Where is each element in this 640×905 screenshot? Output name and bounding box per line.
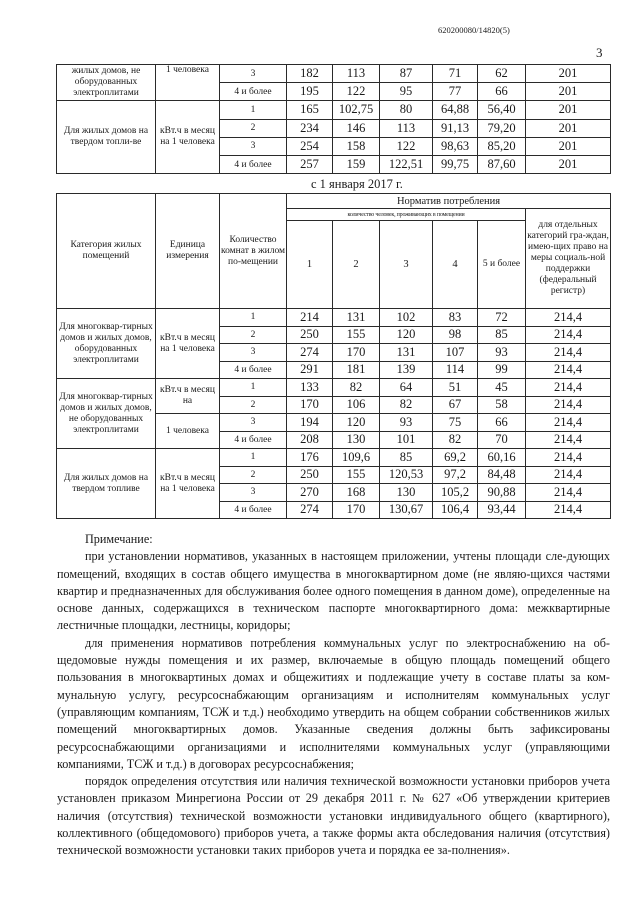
header-row [57,194,611,209]
note-paragraph: при установлении нормативов, указанных в настоящем приложении, учтены площади сле-дующих помещений, входящих в состав общего имущества в многоквартирном доме (не являю-щихся частями квартир и предназначенных для обслуживания более одного помещения в данном доме), определенные на основе данных, содержащихся в техническом паспорте многоквартирного дома: межквартирные лестничные площадки, лестницы, коридоры; [57,549,610,633]
value-cell: 208 [287,431,333,449]
value-cell: 214,4 [526,344,611,362]
value-cell: 82 [333,379,380,397]
rooms-cell: 2 [220,119,287,137]
value-cell: 250 [287,326,333,344]
value-cell: 75 [433,414,478,432]
header-persons-1: 1 [287,221,333,309]
value-cell: 214,4 [526,414,611,432]
value-cell: 64 [380,379,433,397]
value-cell: 130 [380,484,433,502]
value-cell: 72 [478,309,526,327]
value-cell: 130 [333,431,380,449]
value-cell: 91,13 [433,119,478,137]
value-cell: 87 [380,65,433,83]
value-cell: 122 [380,137,433,155]
rooms-cell: 4 и более [220,361,287,379]
value-cell: 102 [380,309,433,327]
value-cell: 93,44 [478,501,526,519]
rooms-cell: 4 и более [220,431,287,449]
unit-cell: кВт.ч в месяц на 1 человека [156,449,220,519]
value-cell: 250 [287,466,333,484]
category-cell: Для жилых домов на твердом топли-ве [57,101,156,174]
value-cell: 101 [380,431,433,449]
value-cell: 80 [380,101,433,119]
header-norm: Норматив потребления [287,194,611,209]
header-persons-group: количество человек, проживающих в помещении [287,209,526,221]
value-cell: 176 [287,449,333,467]
value-cell: 85 [478,326,526,344]
value-cell: 60,16 [478,449,526,467]
unit-cell: кВт.ч в месяц на 1 человека [156,309,220,379]
value-cell: 214,4 [526,431,611,449]
value-cell: 82 [380,396,433,414]
table-row [57,379,611,397]
value-cell: 131 [333,309,380,327]
value-cell: 102,75 [333,101,380,119]
value-cell: 85 [380,449,433,467]
value-cell: 201 [526,101,611,119]
value-cell: 214,4 [526,501,611,519]
value-cell: 106,4 [433,501,478,519]
value-cell: 64,88 [433,101,478,119]
value-cell: 122,51 [380,155,433,173]
norms-table-2017 [56,193,611,519]
value-cell: 79,20 [478,119,526,137]
value-cell: 165 [287,101,333,119]
value-cell: 93 [478,344,526,362]
table-row [57,309,611,327]
value-cell: 181 [333,361,380,379]
value-cell: 201 [526,65,611,83]
value-cell: 214,4 [526,326,611,344]
value-cell: 90,88 [478,484,526,502]
header-persons-3: 3 [380,221,433,309]
note-paragraph: порядок определения отсутствия или наличия технической возможности установки приборов учета установлен приказом Минрегиона России от 29 декабря 2011 г. № 627 «Об утверждении критериев наличия (отсутствия) технической возможности установки индивидуального общего (квартирного), коллективного (общедомового) приборов учета, а также формы акта обследования наличия (отсутствия) технической возможности установки таких приборов учета и порядка ее за-полнения». [57,774,610,858]
value-cell: 274 [287,501,333,519]
value-cell: 56,40 [478,101,526,119]
value-cell: 97,2 [433,466,478,484]
note-paragraph: для применения нормативов потребления коммунальных услуг по электроснабжению на об-щедомовые нужды помещения и их размер, включаемые в общую площадь помещений общего пользования в многоквартиных домах и общежитиях и подлежащие учету в составе платы за ком-мунальную услугу, ресурсоснабжающим организациям и исполнителям коммунальных услуг (управляющим компаниям, ТСЖ и т.д.) необходимо утвердить на общем собрании собственников жилых помещений многоквартирных домов. Указанные сведения должны быть зафиксированы ресурсоснабжающими организациями и исполнителями коммунальных услуг (управляющими компаниями, ТСЖ и т.д.) в договорах ресурсоснабжения; [57,635,610,771]
note-section [57,531,610,860]
rooms-cell: 1 [220,449,287,467]
value-cell: 120,53 [380,466,433,484]
value-cell: 82 [433,431,478,449]
value-cell: 85,20 [478,137,526,155]
rooms-cell: 3 [220,65,287,83]
value-cell: 170 [333,501,380,519]
value-cell: 106 [333,396,380,414]
header-rooms: Количество комнат в жилом по-мещении [220,194,287,309]
rooms-cell: 2 [220,396,287,414]
rooms-cell: 3 [220,484,287,502]
header-unit: Единица измерения [156,194,220,309]
value-cell: 195 [287,83,333,101]
value-cell: 109,6 [333,449,380,467]
value-cell: 270 [287,484,333,502]
continuation-table [56,64,611,174]
value-cell: 214,4 [526,379,611,397]
header-persons-5plus: 5 и более [478,221,526,309]
value-cell: 87,60 [478,155,526,173]
note-title: Примечание: [85,532,153,546]
value-cell: 146 [333,119,380,137]
value-cell: 214,4 [526,396,611,414]
rooms-cell: 3 [220,344,287,362]
unit-cell-bottom: 1 человека [156,414,220,449]
value-cell: 71 [433,65,478,83]
value-cell: 98 [433,326,478,344]
value-cell: 120 [380,326,433,344]
unit-cell-top: кВт.ч в месяц на [156,379,220,414]
value-cell: 77 [433,83,478,101]
header-special: для отдельных категорий гра-ждан, имею-щих право на меры социаль-ной поддержки (федеральный регистр) [526,209,611,309]
value-cell: 58 [478,396,526,414]
value-cell: 170 [333,344,380,362]
value-cell: 51 [433,379,478,397]
rooms-cell: 3 [220,137,287,155]
unit-cell: 1 человека [156,65,220,101]
value-cell: 131 [380,344,433,362]
value-cell: 170 [287,396,333,414]
value-cell: 214,4 [526,484,611,502]
value-cell: 291 [287,361,333,379]
value-cell: 113 [380,119,433,137]
value-cell: 113 [333,65,380,83]
value-cell: 257 [287,155,333,173]
value-cell: 83 [433,309,478,327]
value-cell: 95 [380,83,433,101]
value-cell: 62 [478,65,526,83]
header-persons-2: 2 [333,221,380,309]
table-row [57,65,611,83]
value-cell: 201 [526,137,611,155]
value-cell: 69,2 [433,449,478,467]
rooms-cell: 3 [220,414,287,432]
value-cell: 159 [333,155,380,173]
unit-cell: кВт.ч в месяц на 1 человека [156,101,220,174]
value-cell: 274 [287,344,333,362]
category-cell: Для жилых домов на твердом топливе [57,449,156,519]
value-cell: 194 [287,414,333,432]
value-cell: 214,4 [526,309,611,327]
value-cell: 133 [287,379,333,397]
table-row [57,449,611,467]
value-cell: 201 [526,83,611,101]
value-cell: 182 [287,65,333,83]
value-cell: 120 [333,414,380,432]
page-number: 3 [596,45,603,60]
value-cell: 93 [380,414,433,432]
value-cell: 70 [478,431,526,449]
value-cell: 155 [333,466,380,484]
value-cell: 99,75 [433,155,478,173]
header-persons-4: 4 [433,221,478,309]
value-cell: 201 [526,119,611,137]
value-cell: 122 [333,83,380,101]
section-date: с 1 января 2017 г. [311,177,403,191]
value-cell: 254 [287,137,333,155]
rooms-cell: 1 [220,379,287,397]
header-category: Категория жилых помещений [57,194,156,309]
value-cell: 105,2 [433,484,478,502]
rooms-cell: 1 [220,309,287,327]
rooms-cell: 4 и более [220,501,287,519]
table-row [57,101,611,119]
value-cell: 155 [333,326,380,344]
value-cell: 66 [478,83,526,101]
value-cell: 67 [433,396,478,414]
category-cell: жилых домов, не оборудованных электроплитами [57,65,156,101]
value-cell: 107 [433,344,478,362]
value-cell: 84,48 [478,466,526,484]
category-cell: Для многоквар-тирных домов и жилых домов, не оборудованных электроплитами [57,379,156,449]
value-cell: 158 [333,137,380,155]
rooms-cell: 2 [220,326,287,344]
value-cell: 214,4 [526,466,611,484]
value-cell: 98,63 [433,137,478,155]
rooms-cell: 2 [220,466,287,484]
category-cell: Для многоквар-тирных домов и жилых домов, оборудованных электроплитами [57,309,156,379]
value-cell: 168 [333,484,380,502]
value-cell: 214 [287,309,333,327]
rooms-cell: 1 [220,101,287,119]
value-cell: 214,4 [526,449,611,467]
rooms-cell: 4 и более [220,83,287,101]
value-cell: 234 [287,119,333,137]
value-cell: 214,4 [526,361,611,379]
value-cell: 99 [478,361,526,379]
value-cell: 139 [380,361,433,379]
rooms-cell: 4 и более [220,155,287,173]
value-cell: 45 [478,379,526,397]
value-cell: 114 [433,361,478,379]
document-id: 620200080/14820(5) [438,25,510,35]
value-cell: 201 [526,155,611,173]
value-cell: 130,67 [380,501,433,519]
value-cell: 66 [478,414,526,432]
